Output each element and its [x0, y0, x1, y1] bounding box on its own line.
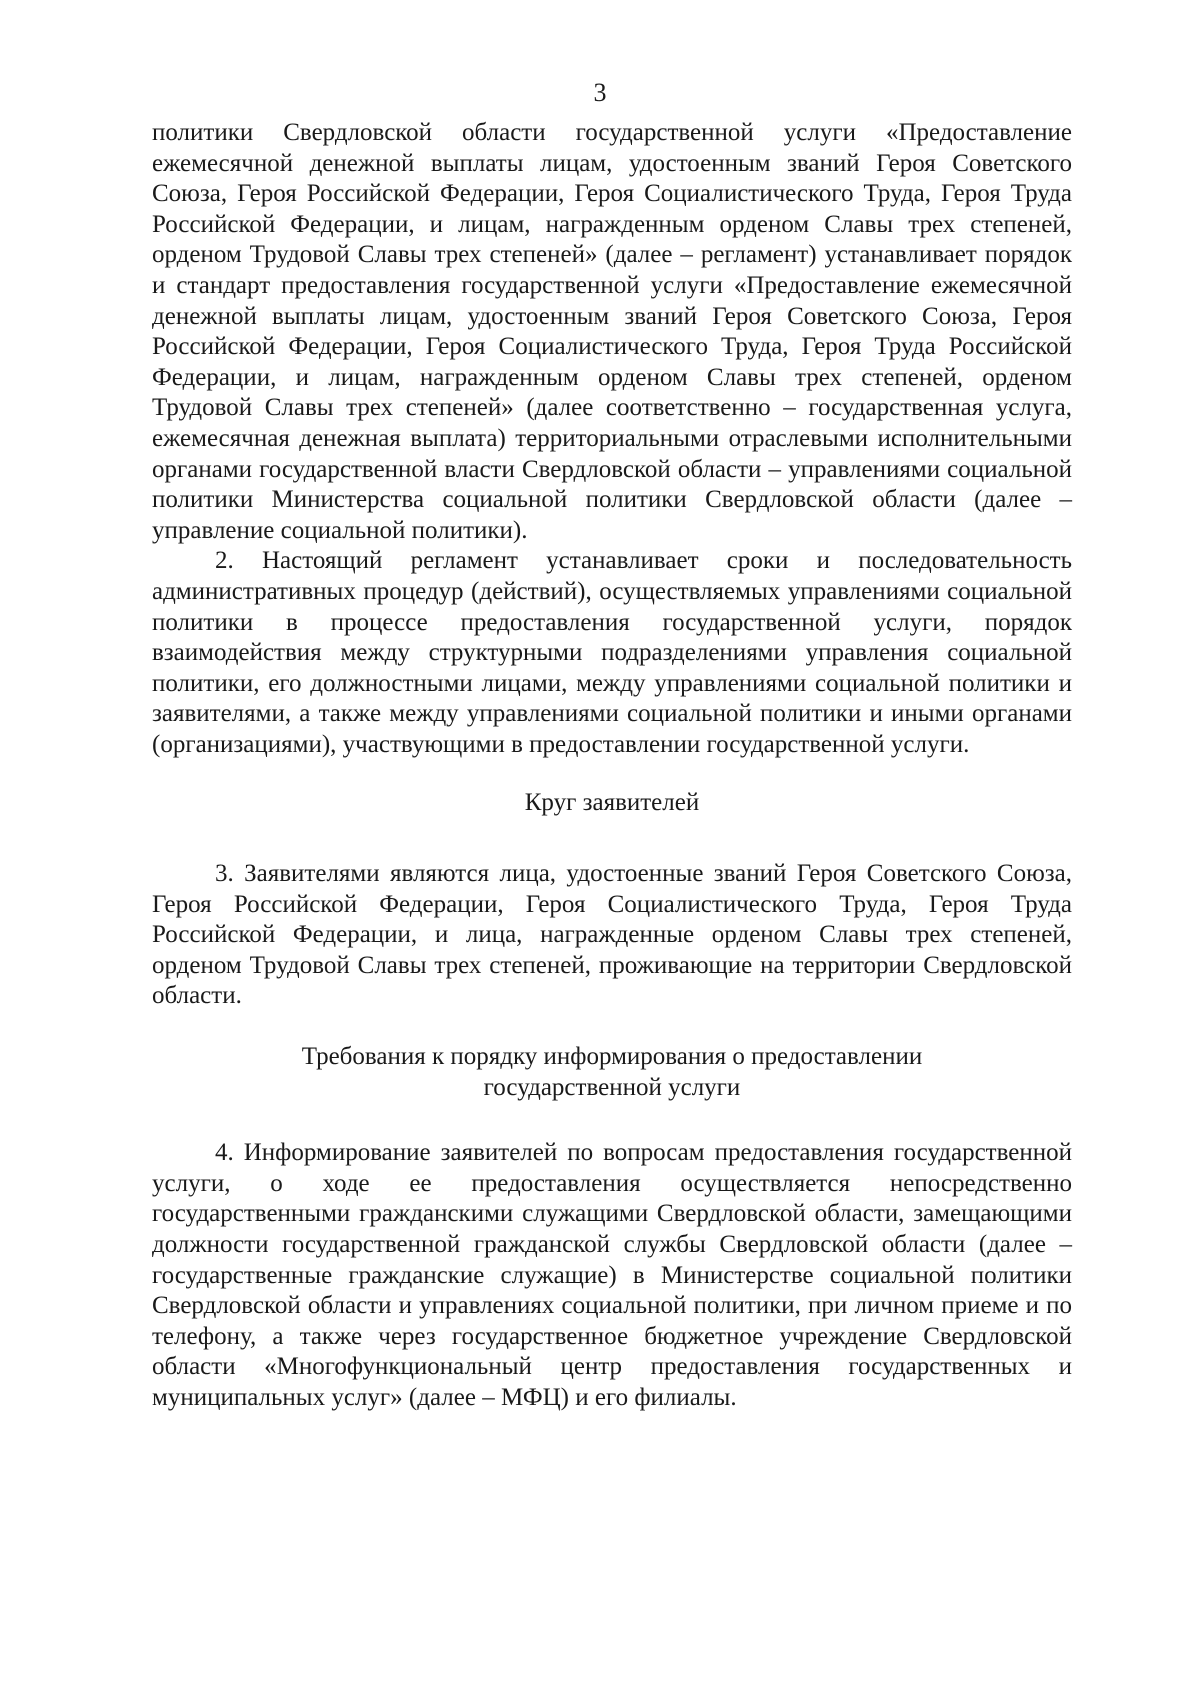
page-number: 3 — [593, 78, 607, 107]
paragraph-2: 2. Настоящий регламент устанавливает сроки и последовательность административных процедур (действий), осуществляемых управлениями социальной политики в процессе предоставления государственной услуги, порядок взаимодействия между структурными подразделениями управления социальной политики, его должностными лицами, между управлениями социальной политики и заявителями, а также между управлениями социальной политики и иными органами (организациями), участвующими в предоставлении государственной услуги. — [152, 547, 1072, 758]
heading-line-2: государственной услуги — [483, 1073, 741, 1101]
heading-line-1: Требования к порядку информирования о предоставлении — [301, 1043, 923, 1071]
section-heading-applicants: Круг заявителей — [524, 789, 700, 817]
paragraph-4: 4. Информирование заявителей по вопросам предоставления государственной услуги, о ходе ее предоставления осуществляется непосредственно государственными гражданскими служащими Свердловской области, замещающими должности государственной гражданской службы Свердловской области (далее – государственные гражданские служащие) в Министерстве социальной политики Свердловской области и управлениях социальной политики, при личном приеме и по телефону, а также через государственное бюджетное учреждение Свердловской области «Многофункциональный центр предоставления государственных и муниципальных услуг» (далее – МФЦ) и его филиалы. — [152, 1139, 1072, 1411]
section-heading-information-requirements — [152, 1042, 1072, 1103]
paragraph-regulation-scope: политики Свердловской области государственной услуги «Предоставление ежемесячной денежной выплаты лицам, удостоенным званий Героя Советского Союза, Героя Российской Федерации, Героя Социалистического Труда, Героя Труда Российской Федерации, и лицам, награжденным орденом Славы трех степеней, орденом Трудовой Славы трех степеней» (далее – регламент) устанавливает порядок и стандарт предоставления государственной услуги «Предоставление ежемесячной денежной выплаты лицам, удостоенным званий Героя Советского Союза, Героя Российской Федерации, Героя Социалистического Труда, Героя Труда Российской Федерации, и лицам, награжденным орденом Славы трех степеней, орденом Трудовой Славы трех степеней» (далее соответственно – государственная услуга, ежемесячная денежная выплата) территориальными отраслевыми исполнительными органами государственной власти Свердловской области – управлениями социальной политики Министерства социальной политики Свердловской области (далее – управление социальной политики). — [152, 119, 1072, 544]
paragraph-3: 3. Заявителями являются лица, удостоенные званий Героя Советского Союза, Героя Российской Федерации, Героя Социалистического Труда, Героя Труда Российской Федерации, и лица, награжденные орденом Славы трех степеней, орденом Трудовой Славы трех степеней, проживающие на территории Свердловской области. — [152, 860, 1072, 1010]
document-body — [152, 118, 1072, 1414]
